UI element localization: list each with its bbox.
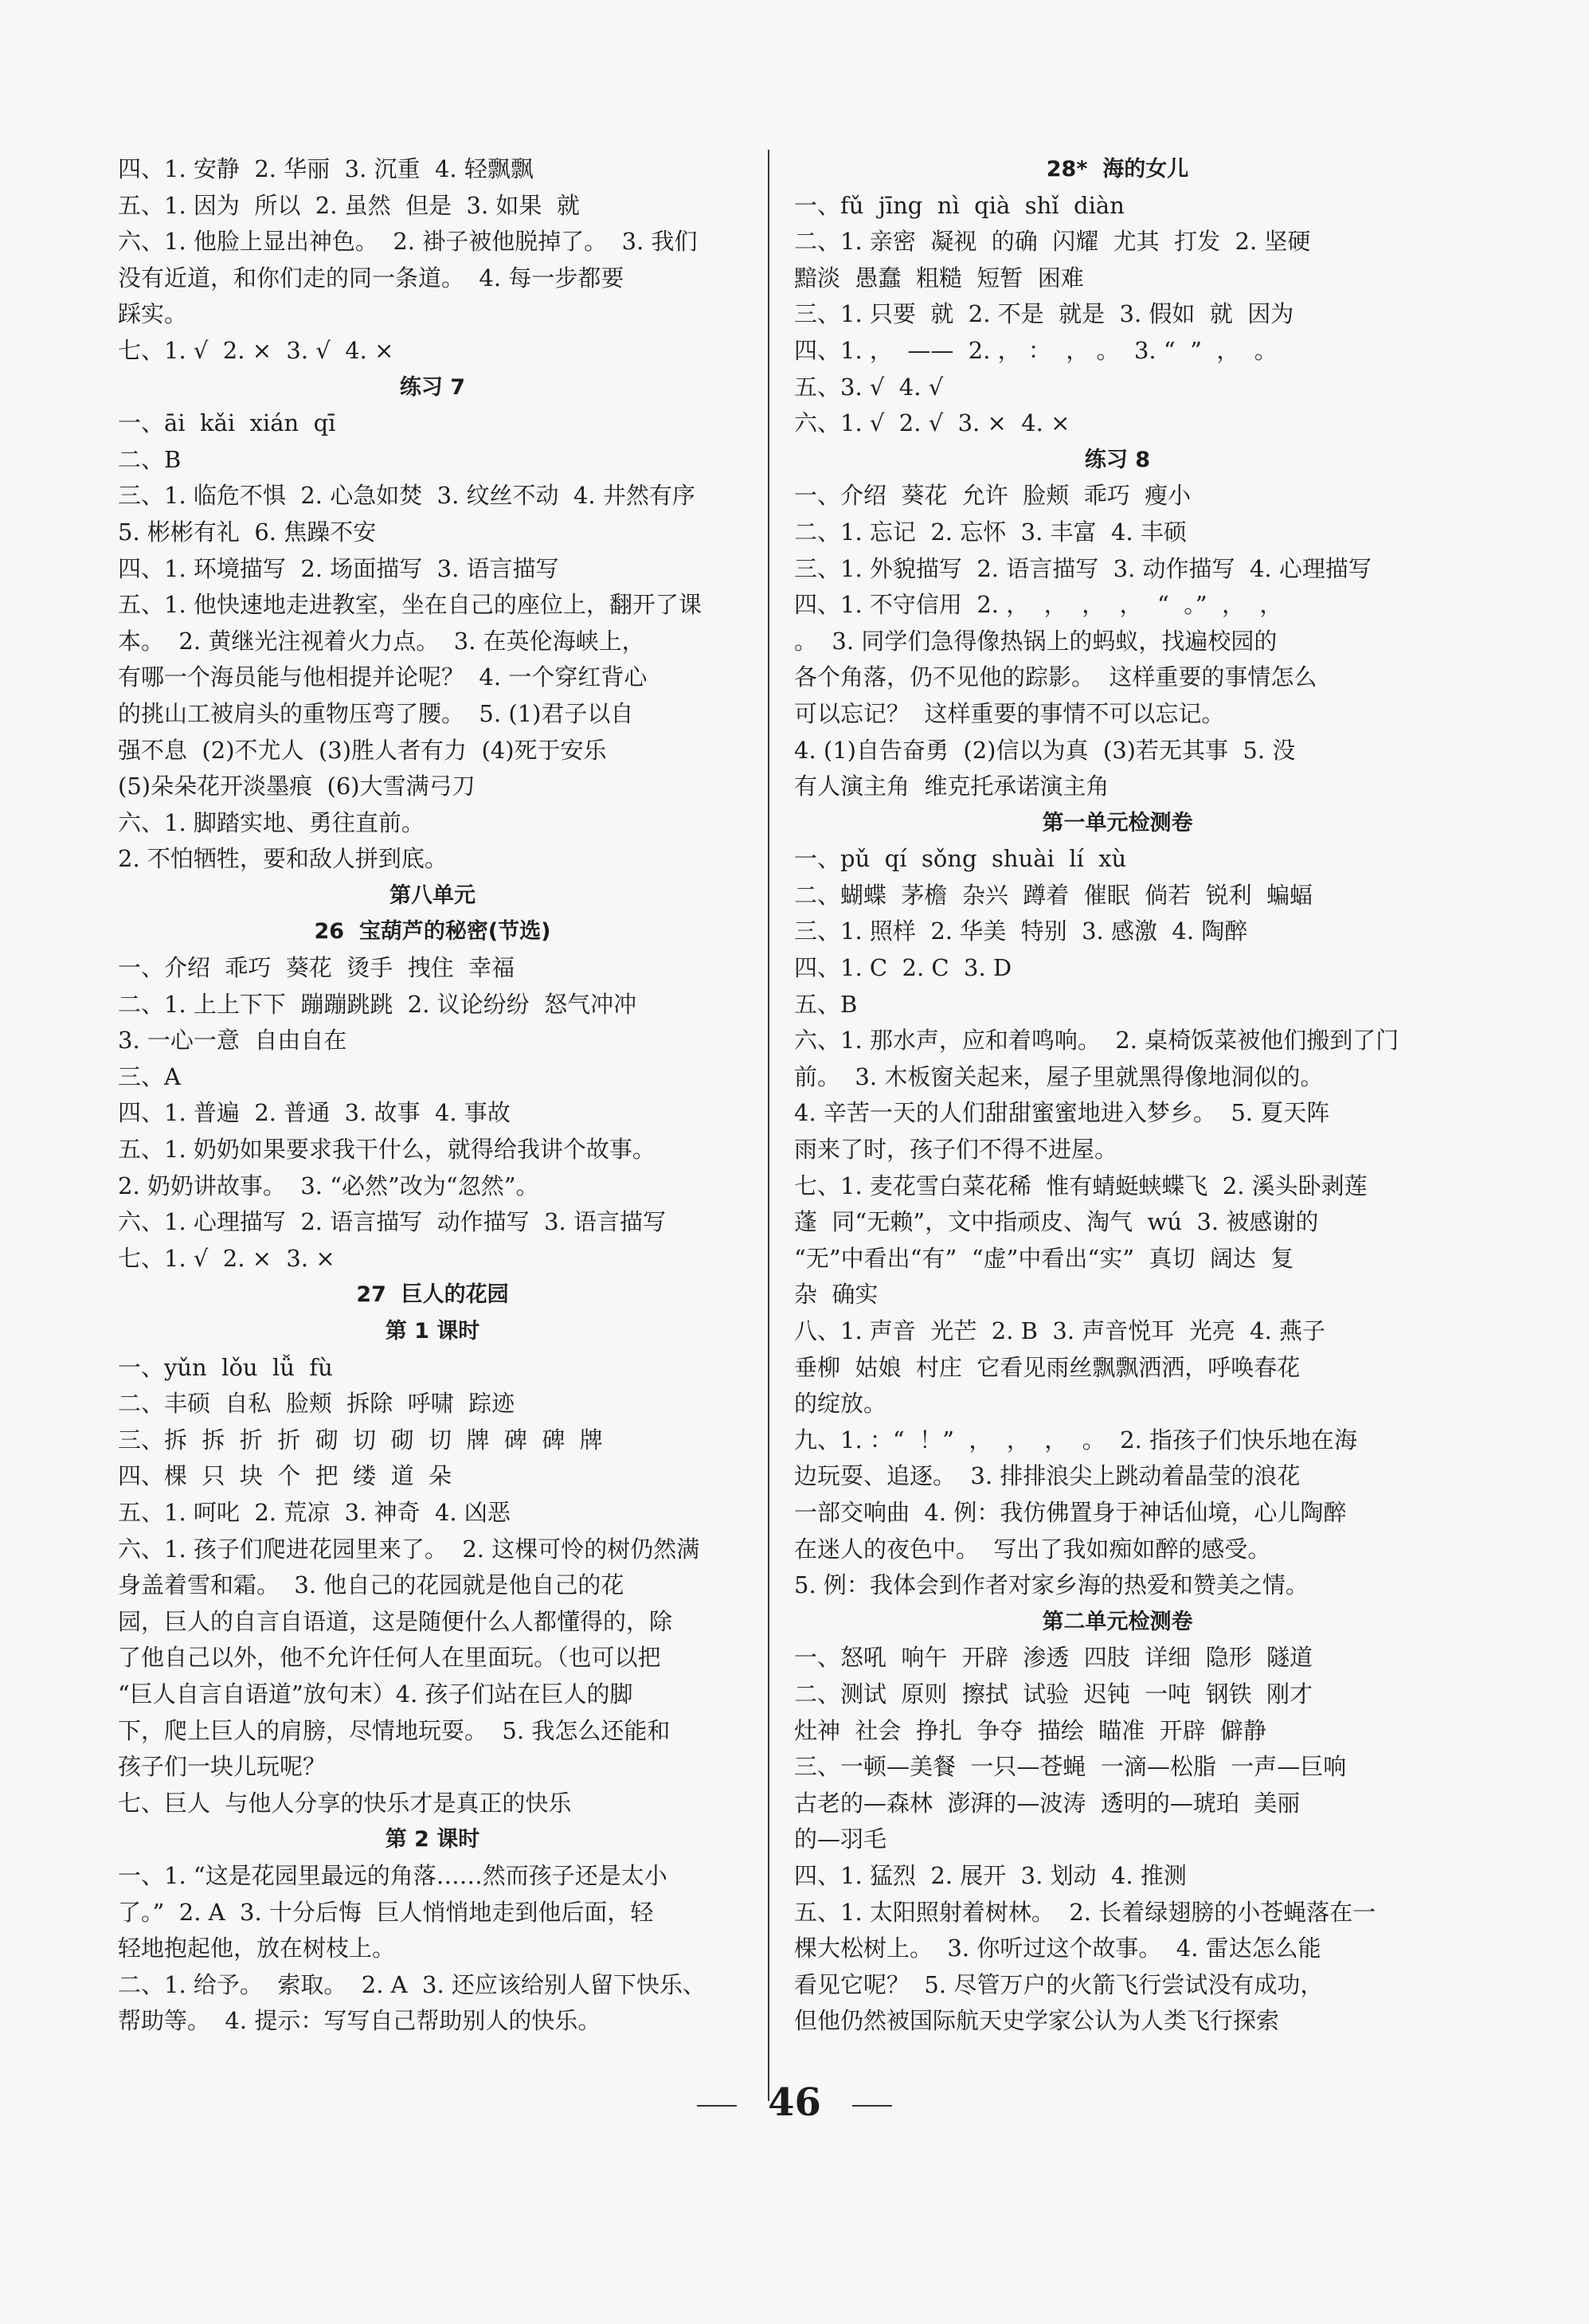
answer-line: 看见它呢？ 5. 尽管万户的火箭飞行尝试没有成功， bbox=[794, 1970, 1324, 1998]
answer-line: 5. 例：我体会到作者对家乡海的热爱和赞美之情。 bbox=[794, 1571, 1309, 1599]
answer-line: 的—羽毛 bbox=[794, 1825, 887, 1853]
answer-line: 一、pǔ qí sǒng shuài lí xù bbox=[794, 845, 1127, 873]
answer-line: “巨人自言自语道”放句末）4. 孩子们站在巨人的脚 bbox=[118, 1680, 633, 1708]
answer-line: 六、1. 他脸上显出神色。 2. 褂子被他脱掉了。 3. 我们 bbox=[118, 228, 698, 256]
period-heading: 第 2 课时 bbox=[385, 1827, 480, 1853]
answer-line: 2. 奶奶讲故事。 3. “必然”改为“忽然”。 bbox=[118, 1172, 539, 1199]
answer-line: 四、1. ， —— 2. ， ： ， 。 3. “ ” ， 。 bbox=[794, 336, 1278, 364]
answer-line: 二、蝴蝶 茅檐 杂兴 蹲着 催眠 倘若 锐利 蝙蝠 bbox=[794, 881, 1313, 909]
answer-line: 三、一顿—美餐 一只—苍蝇 一滴—松脂 一声—巨响 bbox=[794, 1753, 1347, 1781]
answer-line: “无”中看出“有” “虚”中看出“实” 真切 阔达 复 bbox=[794, 1244, 1294, 1272]
answer-line: 四、棵 只 块 个 把 缕 道 朵 bbox=[118, 1462, 452, 1490]
answer-line: (5)朵朵花开淡墨痕 (6)大雪满弓刀 bbox=[118, 773, 476, 800]
answer-line: 四、1. C 2. C 3. D bbox=[794, 954, 1012, 982]
answer-line: 2. 不怕牺牲，要和敌人拼到底。 bbox=[118, 845, 448, 873]
answer-line: 孩子们一块儿玩呢？ bbox=[118, 1753, 327, 1781]
answer-line: 五、B bbox=[794, 990, 858, 1018]
answer-line: 本。 2. 黄继光注视着火力点。 3. 在英伦海峡上， bbox=[118, 627, 645, 655]
answer-line: 五、1. 因为 所以 2. 虽然 但是 3. 如果 就 bbox=[118, 191, 580, 219]
period-heading: 第 1 课时 bbox=[385, 1319, 480, 1344]
answer-line: 雨来了时，孩子们不得不进屋。 bbox=[794, 1136, 1118, 1164]
answer-line: 一、介绍 乖巧 葵花 烫手 拽住 幸福 bbox=[118, 954, 515, 982]
answer-line: 六、1. √ 2. √ 3. × 4. × bbox=[794, 409, 1070, 437]
unit-heading: 第八单元 bbox=[389, 882, 476, 908]
answer-line: 古老的—森林 澎湃的—波涛 透明的—琥珀 美丽 bbox=[794, 1789, 1301, 1817]
answer-line: 八、1. 声音 光芒 2. B 3. 声音悦耳 光亮 4. 燕子 bbox=[794, 1317, 1326, 1344]
answer-line: 有人演主角 维克托承诺演主角 bbox=[794, 773, 1110, 800]
answer-line: 二、测试 原则 擦拭 试验 迟钝 一吨 钢铁 刚才 bbox=[794, 1680, 1313, 1708]
column-divider bbox=[768, 150, 769, 2101]
answer-line: 四、1. 环境描写 2. 场面描写 3. 语言描写 bbox=[118, 554, 559, 582]
lesson-heading: 26 宝葫芦的秘密(节选) bbox=[314, 919, 551, 945]
answer-line: 的挑山工被肩头的重物压弯了腰。 5. (1)君子以自 bbox=[118, 699, 634, 727]
answer-line: 六、1. 心理描写 2. 语言描写 动作描写 3. 语言描写 bbox=[118, 1208, 666, 1236]
answer-line: 五、1. 奶奶如果要求我干什么，就得给我讲个故事。 bbox=[118, 1136, 656, 1164]
answer-line: 一、āi kǎi xián qī bbox=[118, 409, 336, 437]
answer-line: 的绽放。 bbox=[794, 1390, 887, 1418]
answer-line: 四、1. 普遍 2. 普通 3. 故事 4. 事故 bbox=[118, 1099, 511, 1127]
answer-line: 四、1. 不守信用 2. ， ， ， ， “ 。” ， ， bbox=[794, 591, 1283, 619]
answer-line: 二、1. 忘记 2. 忘怀 3. 丰富 4. 丰硕 bbox=[794, 518, 1187, 546]
answer-line: 五、1. 呵叱 2. 荒凉 3. 神奇 4. 凶恶 bbox=[118, 1498, 511, 1526]
answer-line: 七、1. √ 2. × 3. √ 4. × bbox=[118, 336, 394, 364]
answer-line: 踩实。 bbox=[118, 300, 188, 328]
answer-line: 5. 彬彬有礼 6. 焦躁不安 bbox=[118, 518, 377, 546]
answer-line: 强不息 (2)不尤人 (3)胜人者有力 (4)死于安乐 bbox=[118, 736, 607, 764]
answer-line: 边玩耍、追逐。 3. 排排浪尖上跳动着晶莹的浪花 bbox=[794, 1462, 1301, 1490]
answer-line: 三、拆 拆 折 折 砌 切 砌 切 牌 碑 碑 牌 bbox=[118, 1426, 603, 1453]
section-heading: 练习 8 bbox=[1084, 447, 1151, 472]
answer-line: 七、1. √ 2. × 3. × bbox=[118, 1244, 335, 1272]
answer-line: 棵大松树上。 3. 你听过这个故事。 4. 雷达怎么能 bbox=[794, 1935, 1321, 1962]
answer-line: 七、巨人 与他人分享的快乐才是真正的快乐 bbox=[118, 1789, 572, 1817]
answer-line: 各个角落，仍不见他的踪影。 这样重要的事情怎么 bbox=[794, 663, 1317, 691]
right-column bbox=[794, 151, 1441, 2040]
answer-line: 在迷人的夜色中。 写出了我如痴如醉的感受。 bbox=[794, 1535, 1271, 1563]
answer-line: 没有近道，和你们走的同一条道。 4. 每一步都要 bbox=[118, 264, 624, 291]
answer-line: 六、1. 孩子们爬进花园里来了。 2. 这棵可怜的树仍然满 bbox=[118, 1535, 700, 1563]
answer-line: 二、1. 亲密 凝视 的确 闪耀 尤其 打发 2. 坚硬 bbox=[794, 228, 1311, 256]
section-heading: 练习 7 bbox=[399, 374, 466, 400]
lesson-heading: 27 巨人的花园 bbox=[356, 1282, 509, 1308]
answer-line: 前。 3. 木板窗关起来，屋子里就黑得像地洞似的。 bbox=[794, 1062, 1324, 1090]
footer-dash-left bbox=[697, 2105, 737, 2107]
answer-line: 二、1. 上上下下 蹦蹦跳跳 2. 议论纷纷 怒气冲冲 bbox=[118, 990, 637, 1018]
answer-line: 3. 一心一意 自由自在 bbox=[118, 1027, 347, 1054]
answer-line: 二、B bbox=[118, 445, 182, 473]
answer-line: 一、介绍 葵花 允许 脸颊 乖巧 瘦小 bbox=[794, 482, 1192, 510]
answer-line: 但他仍然被国际航天史学家公认为人类飞行探索 bbox=[794, 2007, 1280, 2035]
answer-line: 下，爬上巨人的肩膀，尽情地玩耍。 5. 我怎么还能和 bbox=[118, 1716, 671, 1744]
answer-line: 一、fǔ jīng nì qià shǐ diàn bbox=[794, 191, 1125, 219]
answer-line: 一、yǔn lǒu lǚ fù bbox=[118, 1353, 333, 1381]
answer-line: 一部交响曲 4. 例：我仿佛置身于神话仙境，心儿陶醉 bbox=[794, 1498, 1347, 1526]
answer-line: 五、1. 他快速地走进教室，坐在自己的座位上，翻开了课 bbox=[118, 591, 702, 619]
answer-line: 园，巨人的自言自语道，这是随便什么人都懂得的，除 bbox=[118, 1607, 673, 1635]
answer-line: 二、1. 给予。 索取。 2. A 3. 还应该给别人留下快乐、 bbox=[118, 1970, 706, 1998]
answer-line: 六、1. 脚踏实地、勇往直前。 bbox=[118, 808, 425, 836]
footer-dash-right bbox=[852, 2105, 892, 2107]
answer-line: 。 3. 同学们急得像热锅上的蚂蚁，找遍校园的 bbox=[794, 627, 1278, 655]
answer-line: 三、1. 临危不惧 2. 心急如焚 3. 纹丝不动 4. 井然有序 bbox=[118, 482, 695, 510]
answer-line: 三、1. 外貌描写 2. 语言描写 3. 动作描写 4. 心理描写 bbox=[794, 554, 1372, 582]
answer-line: 一、怒吼 响午 开辟 渗透 四肢 详细 隐形 隧道 bbox=[794, 1644, 1313, 1672]
answer-line: 可以忘记？ 这样重要的事情不可以忘记。 bbox=[794, 699, 1225, 727]
answer-line: 四、1. 猛烈 2. 展开 3. 划动 4. 推测 bbox=[794, 1861, 1187, 1889]
answer-line: 轻地抱起他，放在树枝上。 bbox=[118, 1935, 396, 1962]
answer-line: 黯淡 愚蠢 粗糙 短暂 困难 bbox=[794, 264, 1084, 291]
answer-line: 五、3. √ 4. √ bbox=[794, 373, 944, 401]
test-heading: 第一单元检测卷 bbox=[1042, 810, 1193, 835]
answer-line: 三、A bbox=[118, 1062, 181, 1090]
answer-line: 有哪一个海员能与他相提并论呢？ 4. 一个穿红背心 bbox=[118, 663, 648, 691]
answer-line: 一、1. “这是花园里最远的角落……然而孩子还是太小 bbox=[118, 1861, 667, 1889]
answer-line: 蓬 同“无赖”，文中指顽皮、淘气 wú 3. 被感谢的 bbox=[794, 1208, 1319, 1236]
answer-line: 六、1. 那水声，应和着鸣响。 2. 桌椅饭菜被他们搬到了门 bbox=[794, 1027, 1399, 1054]
answer-line: 杂 确实 bbox=[794, 1281, 879, 1309]
answer-line: 垂柳 姑娘 村庄 它看见雨丝飘飘洒洒，呼唤春花 bbox=[794, 1353, 1301, 1381]
answer-line: 了。” 2. A 3. 十分后悔 巨人悄悄地走到他后面，轻 bbox=[118, 1898, 654, 1926]
answer-line: 4. 辛苦一天的人们甜甜蜜蜜地进入梦乡。 5. 夏天阵 bbox=[794, 1099, 1330, 1127]
answer-line: 灶神 社会 挣扎 争夺 描绘 瞄准 开辟 僻静 bbox=[794, 1716, 1267, 1744]
answer-line: 身盖着雪和霜。 3. 他自己的花园就是他自己的花 bbox=[118, 1571, 624, 1599]
answer-line: 三、1. 只要 就 2. 不是 就是 3. 假如 就 因为 bbox=[794, 300, 1294, 328]
page-number: 46 bbox=[768, 2080, 821, 2125]
answer-line: 三、1. 照样 2. 华美 特别 3. 感激 4. 陶醉 bbox=[794, 917, 1248, 945]
answer-line: 七、1. 麦花雪白菜花稀 惟有蜻蜓蛱蝶飞 2. 溪头卧剥莲 bbox=[794, 1172, 1368, 1199]
answer-line: 四、1. 安静 2. 华丽 3. 沉重 4. 轻飘飘 bbox=[118, 155, 534, 182]
page-footer bbox=[0, 2080, 1589, 2136]
left-column bbox=[118, 151, 747, 2040]
answer-line: 九、1. ：“ ！” ， ， ， 。 2. 指孩子们快乐地在海 bbox=[794, 1426, 1358, 1453]
answer-line: 二、丰硕 自私 脸颊 拆除 呼啸 踪迹 bbox=[118, 1390, 515, 1418]
answer-line: 帮助等。 4. 提示：写写自己帮助别人的快乐。 bbox=[118, 2007, 601, 2035]
lesson-heading: 28* 海的女儿 bbox=[1046, 157, 1189, 182]
test-heading: 第二单元检测卷 bbox=[1042, 1609, 1193, 1634]
answer-line: 4. (1)自告奋勇 (2)信以为真 (3)若无其事 5. 没 bbox=[794, 736, 1296, 764]
answer-line: 了他自己以外，他不允许任何人在里面玩。（也可以把 bbox=[118, 1644, 661, 1672]
answer-line: 五、1. 太阳照射着树林。 2. 长着绿翅膀的小苍蝇落在一 bbox=[794, 1898, 1376, 1926]
